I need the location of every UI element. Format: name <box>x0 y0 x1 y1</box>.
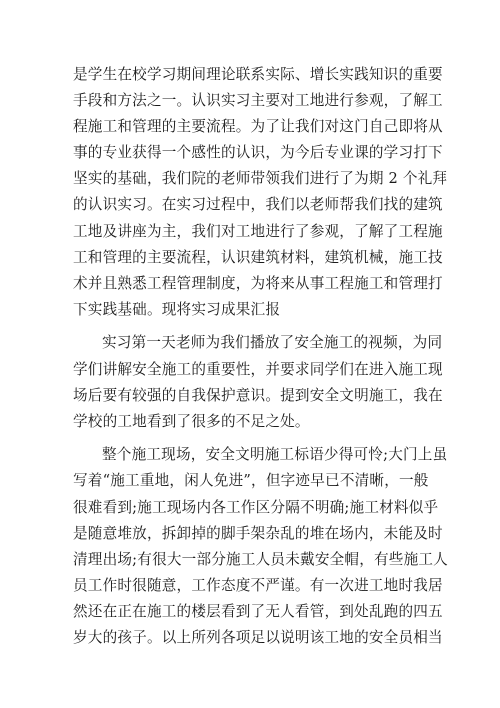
paragraph-3 <box>73 442 448 651</box>
text-line: 术并且熟悉工程管理制度，为将来从事工程施工和管理打 <box>73 274 443 292</box>
paragraph-2 <box>73 330 443 434</box>
text-line: 下实践基础。现将实习成果汇报 <box>73 300 281 318</box>
text-line: 工地及讲座为主，我们对工地进行了参观，了解了工程施 <box>73 222 443 240</box>
paragraph-1 <box>73 62 448 323</box>
text-line: 学们讲解安全施工的重要性，并要求同学们在进入施工现 <box>73 360 443 378</box>
text-line: 实习第一天老师为我们播放了安全施工的视频，为同 <box>102 334 443 352</box>
text-line: 很难看到;施工现场内各工作区分隔不明确;施工材料似乎 <box>73 498 439 516</box>
text-line: 场后要有较强的自我保护意识。提到安全文明施工，我在 <box>73 386 443 404</box>
text-line: 是学生在校学习期间理论联系实际、增长实践知识的重要 <box>73 66 443 83</box>
text-line: 整个施工现场，安全文明施工标语少得可怜;大门上虽 <box>102 446 448 464</box>
text-line: 手段和方法之一。认识实习主要对工地进行参观，了解工 <box>73 92 443 110</box>
paragraph-spacer <box>73 435 429 443</box>
text-line: 员工作时很随意，工作态度不严谨。有一次进工地时我居 <box>73 576 443 594</box>
text-line: 程施工和管理的主要流程。为了让我们对这门自己即将从 <box>73 118 443 136</box>
text-line: 写着“施工重地，闲人免进”，但字迹早已不清晰，一般 <box>73 472 429 490</box>
text-line: 清理出场;有很大一部分施工人员未戴安全帽，有些施工人 <box>73 550 448 568</box>
document-body <box>73 62 448 651</box>
text-line: 然还在正在施工的楼层看到了无人看管，到处乱跑的四五 <box>73 602 443 620</box>
text-line: 是随意堆放，拆卸掉的脚手架杂乱的堆在场内，未能及时 <box>73 524 443 542</box>
text-line: 坚实的基础，我们院的老师带领我们进行了为期 2 个礼拜 <box>73 170 448 188</box>
text-line: 的认识实习。在实习过程中，我们以老师帮我们找的建筑 <box>73 196 443 214</box>
text-line: 工和管理的主要流程，认识建筑材料，建筑机械，施工技 <box>73 248 443 266</box>
text-line: 岁大的孩子。以上所列各项足以说明该工地的安全员相当 <box>73 628 443 646</box>
text-line: 事的专业获得一个感性的认识，为今后专业课的学习打下 <box>73 144 443 162</box>
text-line: 学校的工地看到了很多的不足之处。 <box>73 412 310 430</box>
paragraph-spacer <box>73 323 429 331</box>
